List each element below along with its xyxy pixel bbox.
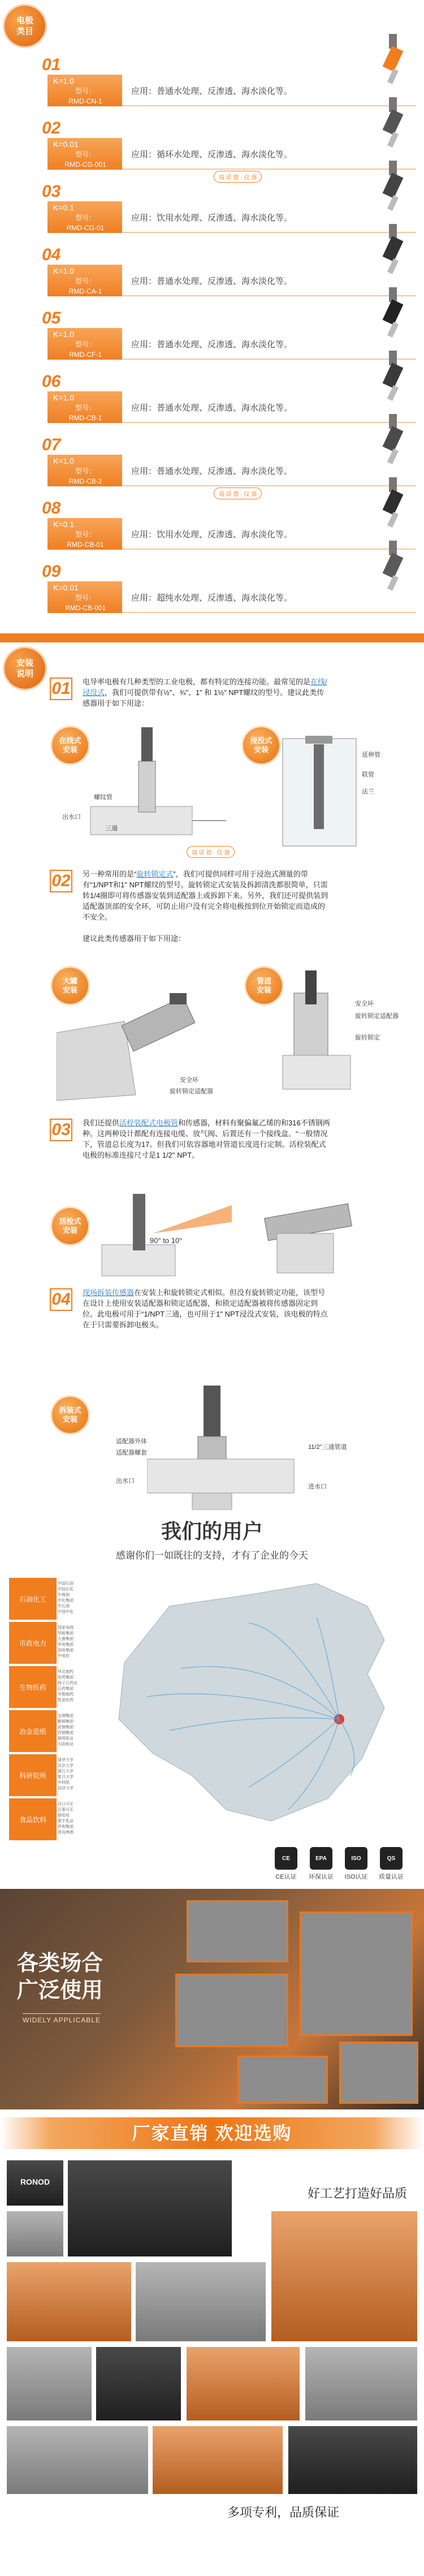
label-rotary-lock: 旋转锁定 — [355, 1034, 380, 1041]
team-photo-1 — [7, 2262, 131, 2341]
category-number: 08 — [42, 499, 61, 517]
label-tee: 三通 — [105, 825, 118, 832]
user-list-item: 武钢集团 — [58, 1725, 73, 1729]
step-2-text-c: 建议此类传感器用于如下用途： — [83, 934, 186, 943]
factory-photo-7 — [7, 2426, 148, 2494]
install-badge: 安装 说明 — [5, 648, 45, 689]
step-3-text-b: 和传感器，材料有聚偏氟乙烯的和316不锈钢两种。这两种设计都配有连接电缆、放气阀、后置还有一个接线盒。“一般情况下，管道总长度为17。但我们可依容器地对管道长度进行定制。活栓装配式电极的标准连接尺寸是1 1/2" NPT。 — [83, 1119, 330, 1159]
user-list — [58, 1669, 95, 1703]
users-subtitle: 感谢你们一如既往的支持，才有了企业的今天 — [116, 1550, 308, 1561]
step-1-text — [83, 676, 331, 709]
factory-photo-6 — [305, 2347, 417, 2420]
category-row — [42, 244, 416, 301]
category-model: RMD-CG-001 — [64, 161, 106, 169]
team-photo-4 — [153, 2426, 283, 2494]
category-number: 09 — [42, 562, 61, 581]
label-outlet: 出水口 — [62, 814, 81, 821]
category-model: RMD-CA-1 — [68, 287, 102, 295]
category-model: RMD-CB-01 — [67, 541, 104, 549]
step-3-number: 03 — [50, 1119, 72, 1141]
step-1-highlight: 在线/浸没式 — [83, 678, 327, 697]
user-list — [58, 1625, 95, 1659]
user-list-item: 华北制药 — [58, 1670, 73, 1674]
category-row — [42, 371, 416, 428]
category-application: 应用：循环水处理、反渗透、海水淡化等。 — [131, 150, 293, 159]
electrode-probe-icon — [373, 287, 413, 339]
app-photo-4 — [339, 2042, 418, 2104]
app-photo-5 — [237, 2056, 328, 2104]
category-k-value: K=1.0 — [53, 330, 74, 339]
step-2-watermark: 瑞 诺 德 · 仪 器 — [187, 846, 235, 858]
category-card — [47, 201, 122, 233]
user-list-item: 大唐集团 — [58, 1637, 73, 1641]
user-list-item: 中国石油 — [58, 1582, 73, 1586]
user-list-item: 扬子江药业 — [58, 1681, 77, 1685]
china-map — [102, 1572, 407, 1838]
category-number: 07 — [42, 435, 61, 454]
category-number: 05 — [42, 309, 61, 327]
cert-label: 质量认证 — [379, 1874, 404, 1880]
user-list-item: 复星医药 — [58, 1698, 73, 1702]
category-k-value: K=0.01 — [53, 140, 79, 149]
cert-icon: QS — [380, 1847, 403, 1870]
category-bar — [47, 201, 416, 233]
team-photo-2 — [271, 2211, 417, 2341]
user-list-item: 同济大学 — [58, 1787, 73, 1790]
step-4-text — [83, 1287, 331, 1330]
cert-label: 环保认证 — [309, 1874, 334, 1880]
cert-label: CE认证 — [275, 1874, 297, 1880]
category-bar — [47, 75, 416, 106]
category-card — [47, 138, 122, 170]
category-card — [47, 581, 122, 613]
step-2-diagram — [57, 970, 373, 1106]
user-list — [58, 1758, 95, 1792]
category-model-label: 型号： — [75, 404, 96, 412]
category-model-label: 型号： — [75, 467, 96, 475]
category-application: 应用：普通水处理、反渗透、海水淡化等。 — [131, 87, 293, 96]
wide-application-banner — [0, 1889, 424, 2109]
category-row — [42, 434, 416, 498]
step-4-text-b: 在安装上和旋转锁定式相似。但没有旋转锁定功能，该型号在设计上使用安装适配器和锁定适配器，和锁定适配器被将传感器固定到位。此电极可用于“1/NPT三通，也可用于1" NPT浸没式安装，该电极的特点在于只需要拆卸电极头。 — [83, 1288, 328, 1329]
user-list-item: 复旦大学 — [58, 1775, 73, 1779]
step-1-text-a: 电导率电极有几种类型的工业电极，都有特定的连接功能。最常见的是 — [83, 678, 311, 686]
category-k-value: K=1.0 — [53, 266, 74, 275]
category-k-value: K=1.0 — [53, 76, 74, 85]
user-list — [58, 1581, 95, 1615]
category-card — [47, 75, 122, 106]
user-list-item: 中电投 — [58, 1654, 70, 1658]
user-list-item: 浙江大学 — [58, 1770, 73, 1774]
company-logo-photo — [7, 2160, 63, 2206]
user-list — [58, 1802, 95, 1836]
factory-photo-1 — [7, 2211, 63, 2256]
label-adapter-sleeve: 适配器螺套 — [116, 1449, 147, 1456]
label-rotary-lock-adapter-2: 旋转锁定适配器 — [355, 1013, 399, 1020]
category-card — [47, 328, 122, 360]
label-rotary-lock-adapter: 旋转锁定适配器 — [170, 1088, 213, 1095]
user-list-item: 中国中化 — [58, 1610, 73, 1614]
category-model: RMD-CB-2 — [68, 477, 102, 485]
user-list-item: 中科院 — [58, 1781, 70, 1785]
wide-application-title: 各类场合 广泛使用 — [17, 1952, 103, 2003]
cert-badge — [341, 1847, 371, 1881]
user-category: 生物医药 — [9, 1666, 57, 1708]
brand-watermark: 瑞 诺 德 · 仪 器 — [214, 171, 262, 183]
label-safety-ring: 安全环 — [180, 1077, 198, 1084]
electrode-category-section — [0, 0, 424, 633]
step-4-highlight: 现场拆装传感器 — [83, 1288, 135, 1297]
step-2-number: 02 — [50, 870, 72, 892]
category-application: 应用：普通水处理、反渗透、海水淡化等。 — [131, 467, 293, 476]
category-k-value: K=0.1 — [53, 520, 74, 529]
user-list-item: 华电集团 — [58, 1643, 73, 1647]
user-list-item: 国家电网 — [58, 1626, 73, 1630]
user-category: 石油化工 — [9, 1578, 57, 1620]
category-model-label: 型号： — [75, 340, 96, 348]
category-bar — [47, 328, 416, 360]
category-badge: 电极 类目 — [5, 6, 45, 46]
category-number: 04 — [42, 245, 61, 264]
electrode-probe-icon — [373, 97, 413, 149]
category-model-label: 型号： — [75, 87, 96, 95]
user-list-item: 中化集团 — [58, 1599, 73, 1603]
immersion-install-badge: 浸没式 安装 — [243, 727, 279, 763]
factory-photo-8 — [288, 2426, 417, 2494]
electrode-probe-icon — [373, 224, 413, 276]
user-category: 冶金造纸 — [9, 1710, 57, 1752]
category-model-label: 型号： — [75, 277, 96, 285]
category-number: 02 — [42, 119, 61, 137]
user-list-item: 蒙牛乳业 — [58, 1819, 73, 1823]
user-list-item: 清华大学 — [58, 1758, 73, 1762]
factory-photo-3 — [136, 2262, 266, 2341]
user-list — [58, 1714, 95, 1747]
step-1-diagram — [57, 722, 373, 852]
user-list-item: 百事可乐 — [58, 1808, 73, 1812]
cert-badge — [306, 1847, 336, 1881]
label-safety-ring-2: 安全环 — [355, 1000, 374, 1007]
cert-label: ISO认证 — [344, 1874, 368, 1880]
category-model-label: 型号： — [75, 150, 96, 158]
category-row — [42, 308, 416, 364]
category-row — [42, 54, 416, 111]
step-2-text — [83, 869, 331, 944]
user-list-item: 石药集团 — [58, 1687, 73, 1691]
category-bar — [47, 518, 416, 550]
category-card — [47, 455, 122, 486]
category-model: RMD-CN-1 — [68, 97, 102, 105]
electrode-probe-icon — [373, 477, 413, 529]
electrode-probe-icon — [373, 414, 413, 466]
valve-install-badge: 活栓式 安装 — [52, 1208, 88, 1244]
step-2-text-a: 另一种常用的是“ — [83, 870, 137, 878]
user-list-item: 鞍钢集团 — [58, 1720, 73, 1724]
user-list-item: 伊利集团 — [58, 1825, 73, 1829]
factory-photo-2 — [68, 2160, 232, 2256]
cert-badge — [271, 1847, 301, 1881]
user-list-item: 娃哈哈 — [58, 1814, 70, 1818]
category-application: 应用：饮用水处理、反渗透、海水淡化等。 — [131, 530, 293, 540]
category-row — [42, 118, 416, 181]
inline-install-badge: 在线式 安装 — [52, 727, 88, 763]
company-logo-text: RONOD — [20, 2177, 50, 2186]
category-model-label: 型号： — [75, 214, 96, 222]
category-application: 应用：普通水处理、反渗透、海水淡化等。 — [131, 277, 293, 286]
step-2-highlight: 旋转锁定式 — [136, 870, 174, 878]
install-step-4-diagram-block — [0, 1386, 424, 1516]
factory-section — [0, 2109, 424, 2525]
label-inlet: 进水口 — [308, 1483, 327, 1490]
category-model-label: 型号： — [75, 594, 96, 602]
app-photo-3 — [175, 1974, 288, 2047]
user-list-item: 中石油 — [58, 1604, 70, 1608]
category-k-value: K=0.01 — [53, 583, 79, 592]
app-photo-2 — [300, 1911, 413, 2036]
category-row — [42, 181, 416, 238]
user-list-item: 北京大学 — [58, 1764, 73, 1768]
user-list-item: 齐鲁制药 — [58, 1693, 73, 1697]
category-number: 06 — [42, 372, 61, 391]
user-list-item: 首钢集团 — [58, 1731, 73, 1735]
step-4-diagram — [147, 1386, 384, 1510]
wide-application-en: WIDELY APPLICABLE — [23, 2013, 101, 2024]
category-k-value: K=1.0 — [53, 393, 74, 402]
user-list-item: 国电集团 — [58, 1649, 73, 1652]
step-3-diagram — [96, 1188, 367, 1284]
category-row — [42, 561, 416, 618]
category-model: RMD-CB-1 — [68, 414, 102, 422]
category-bar — [47, 455, 416, 486]
label-tee-pipe: 11/2"三通管道 — [308, 1444, 347, 1451]
factory-direct-banner: 厂家直销 欢迎选购 — [0, 2117, 424, 2149]
patent-slogan: 多项专利，品质保证 — [227, 2505, 339, 2519]
user-category: 市政电力 — [9, 1622, 57, 1664]
user-list-item: 可口可乐 — [58, 1802, 73, 1806]
user-list-item: 中国石化 — [58, 1587, 73, 1591]
category-row — [42, 498, 416, 554]
category-k-value: K=1.0 — [53, 456, 74, 465]
tank-install-badge: 大罐 安装 — [52, 968, 88, 1004]
category-k-value: K=0.1 — [53, 203, 74, 212]
step-4-number: 04 — [50, 1288, 72, 1311]
category-model: RMD-CG-01 — [66, 224, 105, 232]
category-card — [47, 391, 122, 423]
step-2-text-b: ”，我们可提供同样可用于浸泡式测量的带有“1/NPT和1" NPT螺纹的型号。旋转锁定式安装及拆卸清洗都很简单，只需转1/4圈即可将传感器安装到适配器上或拆卸下来。另外，我们还可提供装到适配器顶部的安全环，可防止用户没有完全将电极按到位开始锁定而造成的不安全。 — [83, 870, 328, 921]
removable-install-badge: 拆装式 安装 — [52, 1397, 88, 1433]
user-list-item: 中海油 — [58, 1593, 70, 1597]
category-application: 应用：超纯水处理、反渗透、海水淡化等。 — [131, 593, 293, 603]
category-application: 应用：普通水处理、反渗透、海水淡化等。 — [131, 403, 293, 413]
cert-icon: CE — [275, 1847, 297, 1870]
label-union: 联管 — [362, 771, 374, 778]
cert-icon: ISO — [345, 1847, 367, 1870]
cert-badge — [377, 1847, 406, 1881]
user-list-item: 宝钢集团 — [58, 1714, 73, 1718]
user-category: 科研院所 — [9, 1754, 57, 1796]
category-application: 应用：普通水处理、反渗透、海水淡化等。 — [131, 340, 293, 349]
cert-icon: EPA — [310, 1847, 332, 1870]
step-1-text-b: ，我们可提供带有½"、¾"、1" 和 1½" NPT螺纹的型号。建议此类传感器用于如下用途： — [83, 688, 325, 707]
installation-section — [0, 633, 424, 1386]
category-bar — [47, 138, 416, 170]
step-1-number: 01 — [50, 678, 72, 700]
step-3-highlight: 活栓装配式电极管 — [119, 1119, 179, 1127]
user-list-item: 华能集团 — [58, 1632, 73, 1636]
category-card — [47, 518, 122, 550]
label-flange: 法兰 — [362, 788, 374, 795]
user-list-item: 晨鸣纸业 — [58, 1737, 73, 1741]
user-list-item: 青岛啤酒 — [58, 1831, 73, 1835]
label-outlet-4: 出水口 — [116, 1478, 135, 1485]
pipe-install-badge: 管道 安装 — [246, 968, 282, 1004]
category-bar — [47, 391, 416, 423]
category-card — [47, 265, 122, 296]
category-bar — [47, 581, 416, 613]
users-title: 我们的用户 — [161, 1520, 263, 1543]
category-number: 03 — [42, 182, 61, 201]
label-threaded-pipe: 螺纹管 — [94, 794, 113, 801]
electrode-probe-icon — [373, 541, 413, 593]
team-photo-3 — [187, 2347, 300, 2420]
angle-label: 90° to 10° — [150, 1236, 183, 1245]
factory-photo-5 — [96, 2347, 181, 2420]
users-section — [0, 1516, 424, 1889]
app-photo-1 — [187, 1900, 288, 1962]
category-model-label: 型号： — [75, 530, 96, 538]
user-list-item: 哈药集团 — [58, 1676, 73, 1680]
user-list-item: 太阳纸业 — [58, 1742, 73, 1746]
category-model: RMD-CB-001 — [64, 604, 106, 612]
step-3-text — [83, 1117, 331, 1160]
category-model: RMD-CF-1 — [69, 351, 102, 359]
category-bar — [47, 265, 416, 296]
user-category: 食品饮料 — [9, 1798, 57, 1840]
step-3-text-a: 我们还提供 — [83, 1119, 120, 1127]
electrode-probe-icon — [373, 161, 413, 213]
factory-photo-4 — [7, 2347, 92, 2420]
category-application: 应用：饮用水处理、反渗透、海水淡化等。 — [131, 213, 293, 223]
category-number: 01 — [42, 55, 61, 74]
electrode-probe-icon — [373, 34, 413, 86]
brand-watermark: 瑞 诺 德 · 仪 器 — [214, 487, 262, 499]
electrode-probe-icon — [373, 351, 413, 403]
good-craft-slogan: 好工艺打造好品质 — [307, 2186, 407, 2200]
label-adapter-body: 适配器外体 — [116, 1438, 147, 1445]
label-extension-pipe: 延伸管 — [362, 752, 380, 758]
